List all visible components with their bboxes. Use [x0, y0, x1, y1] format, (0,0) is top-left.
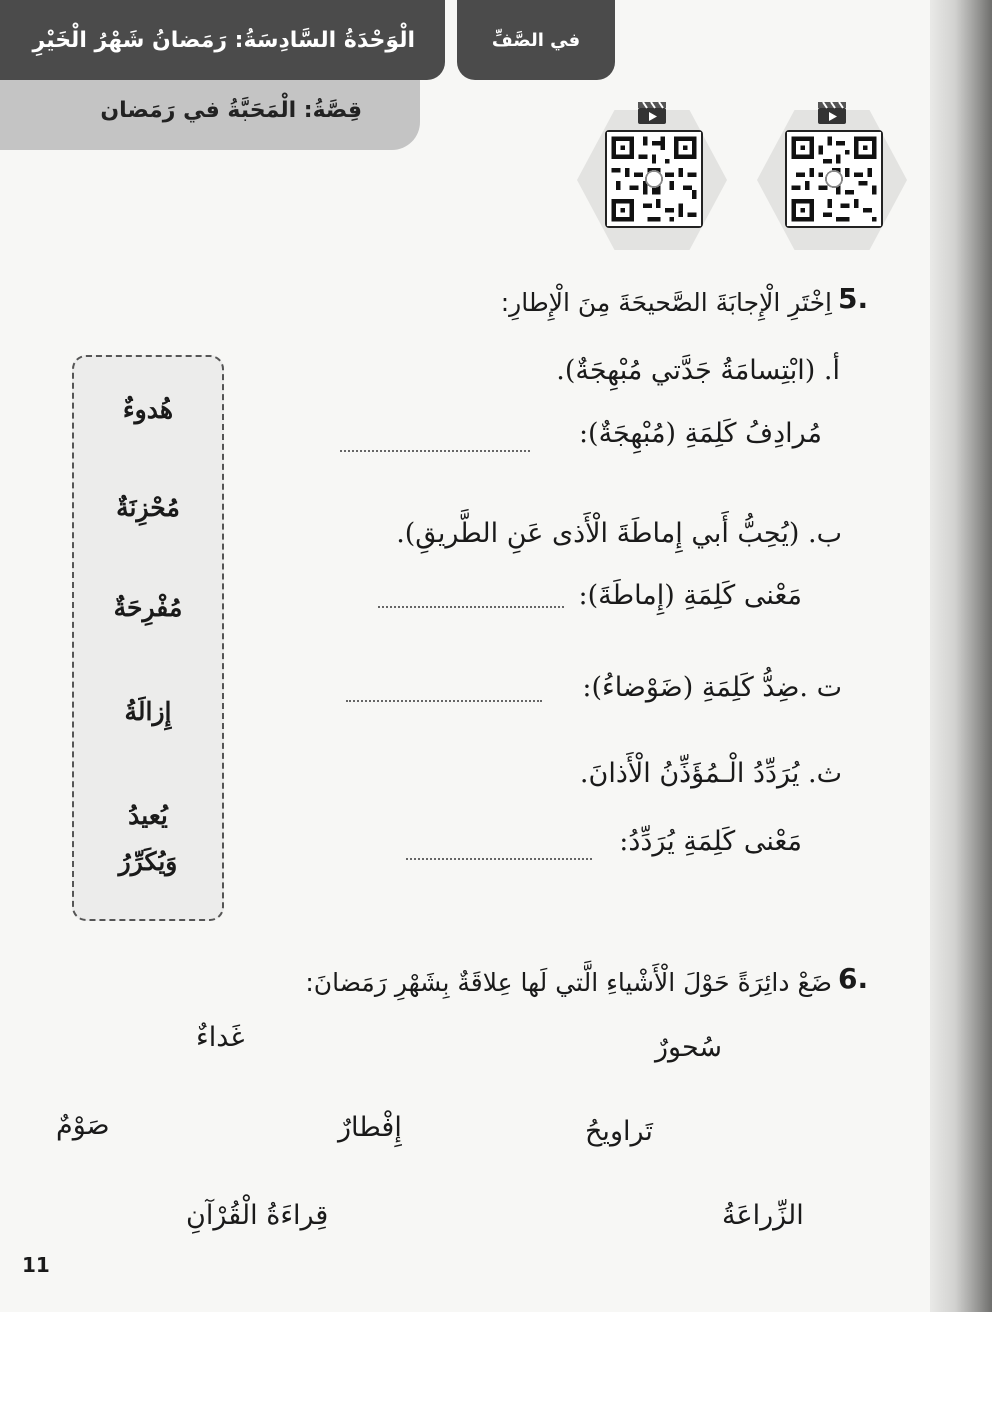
q5-item-b-question: مَعْنى كَلِمَةِ (إِماطَةَ): [578, 580, 802, 611]
word-bank-box [72, 355, 224, 921]
q5-item-b-sentence: ب. (يُحِبُّ أَبي إِماطَةَ الْأَذى عَنِ الطَّريقِ). [396, 518, 842, 549]
word-bank-item: وَيُكَرِّرُ [118, 847, 178, 876]
q5-item-c-question: ت .ضِدُّ كَلِمَةِ (ضَوْضاءُ): [582, 672, 842, 703]
q5-item-d-sentence: ث. يُرَدِّدُ الْـمُؤَذِّنُ الْأَذانَ. [579, 758, 842, 789]
circle-option[interactable]: تَراويحُ [585, 1116, 653, 1147]
word-bank-item: مُحْزِنَةٌ [116, 493, 180, 522]
class-tab [457, 0, 615, 80]
q5-item-a-question: مُرادِفُ كَلِمَةِ (مُبْهِجَةٌ): [578, 418, 822, 449]
answer-line[interactable] [340, 450, 530, 452]
circle-option[interactable]: صَوْمٌ [56, 1110, 110, 1141]
video-clapper-icon [635, 100, 669, 126]
question-6-number: 6. [838, 962, 869, 995]
question-5-number: 5. [838, 282, 869, 315]
qr-code-badge[interactable] [757, 100, 907, 250]
word-bank-item: يُعيدُ [128, 801, 168, 830]
page-number: 11 [22, 1253, 50, 1277]
answer-line[interactable] [346, 700, 542, 702]
book-spine [930, 0, 992, 1312]
qr-code-badge[interactable] [577, 100, 727, 250]
circle-option[interactable]: قِراءَةُ الْقُرْآنِ [186, 1200, 329, 1231]
circle-option[interactable]: غَداءٌ [196, 1022, 245, 1053]
q5-item-a-sentence: أ. (ابْتِسامَةُ جَدَّتي مُبْهِجَةٌ). [556, 355, 840, 386]
word-bank-item: مُفْرِحَةٌ [113, 593, 183, 622]
unit-title: الْوَحْدَةُ السَّادِسَةُ: رَمَضانُ شَهْرُ الْخَيْرِ [32, 28, 415, 53]
video-clapper-icon [815, 100, 849, 126]
unit-header [0, 0, 445, 80]
q5-item-d-question: مَعْنى كَلِمَةِ يُرَدِّدُ: [619, 826, 802, 857]
answer-line[interactable] [378, 606, 564, 608]
circle-option[interactable]: سُحورٌ [655, 1032, 723, 1063]
story-title: قِصَّةُ: الْمَحَبَّةُ في رَمَضان [100, 98, 362, 123]
qr-code [605, 130, 703, 228]
scan-margin [0, 1312, 992, 1402]
circle-option[interactable]: الزِّراعَةُ [722, 1200, 804, 1231]
word-bank-item: هُدوءٌ [122, 395, 174, 424]
story-header [0, 80, 420, 150]
question-6-prompt: ضَعْ دائِرَةً حَوْلَ الْأَشْياءِ الَّتي لَها عِلاقَةٌ بِشَهْرِ رَمَضانَ: [305, 968, 832, 997]
answer-line[interactable] [406, 858, 592, 860]
question-5-prompt: اِخْتَرِ الْإِجابَةَ الصَّحيحَةَ مِنَ الْإِطارِ: [500, 288, 832, 317]
circle-option[interactable]: إِفْطارٌ [338, 1112, 402, 1143]
qr-code [785, 130, 883, 228]
class-label: في الصَّفِّ [491, 30, 581, 51]
word-bank-item: إِزالَةُ [124, 697, 172, 726]
